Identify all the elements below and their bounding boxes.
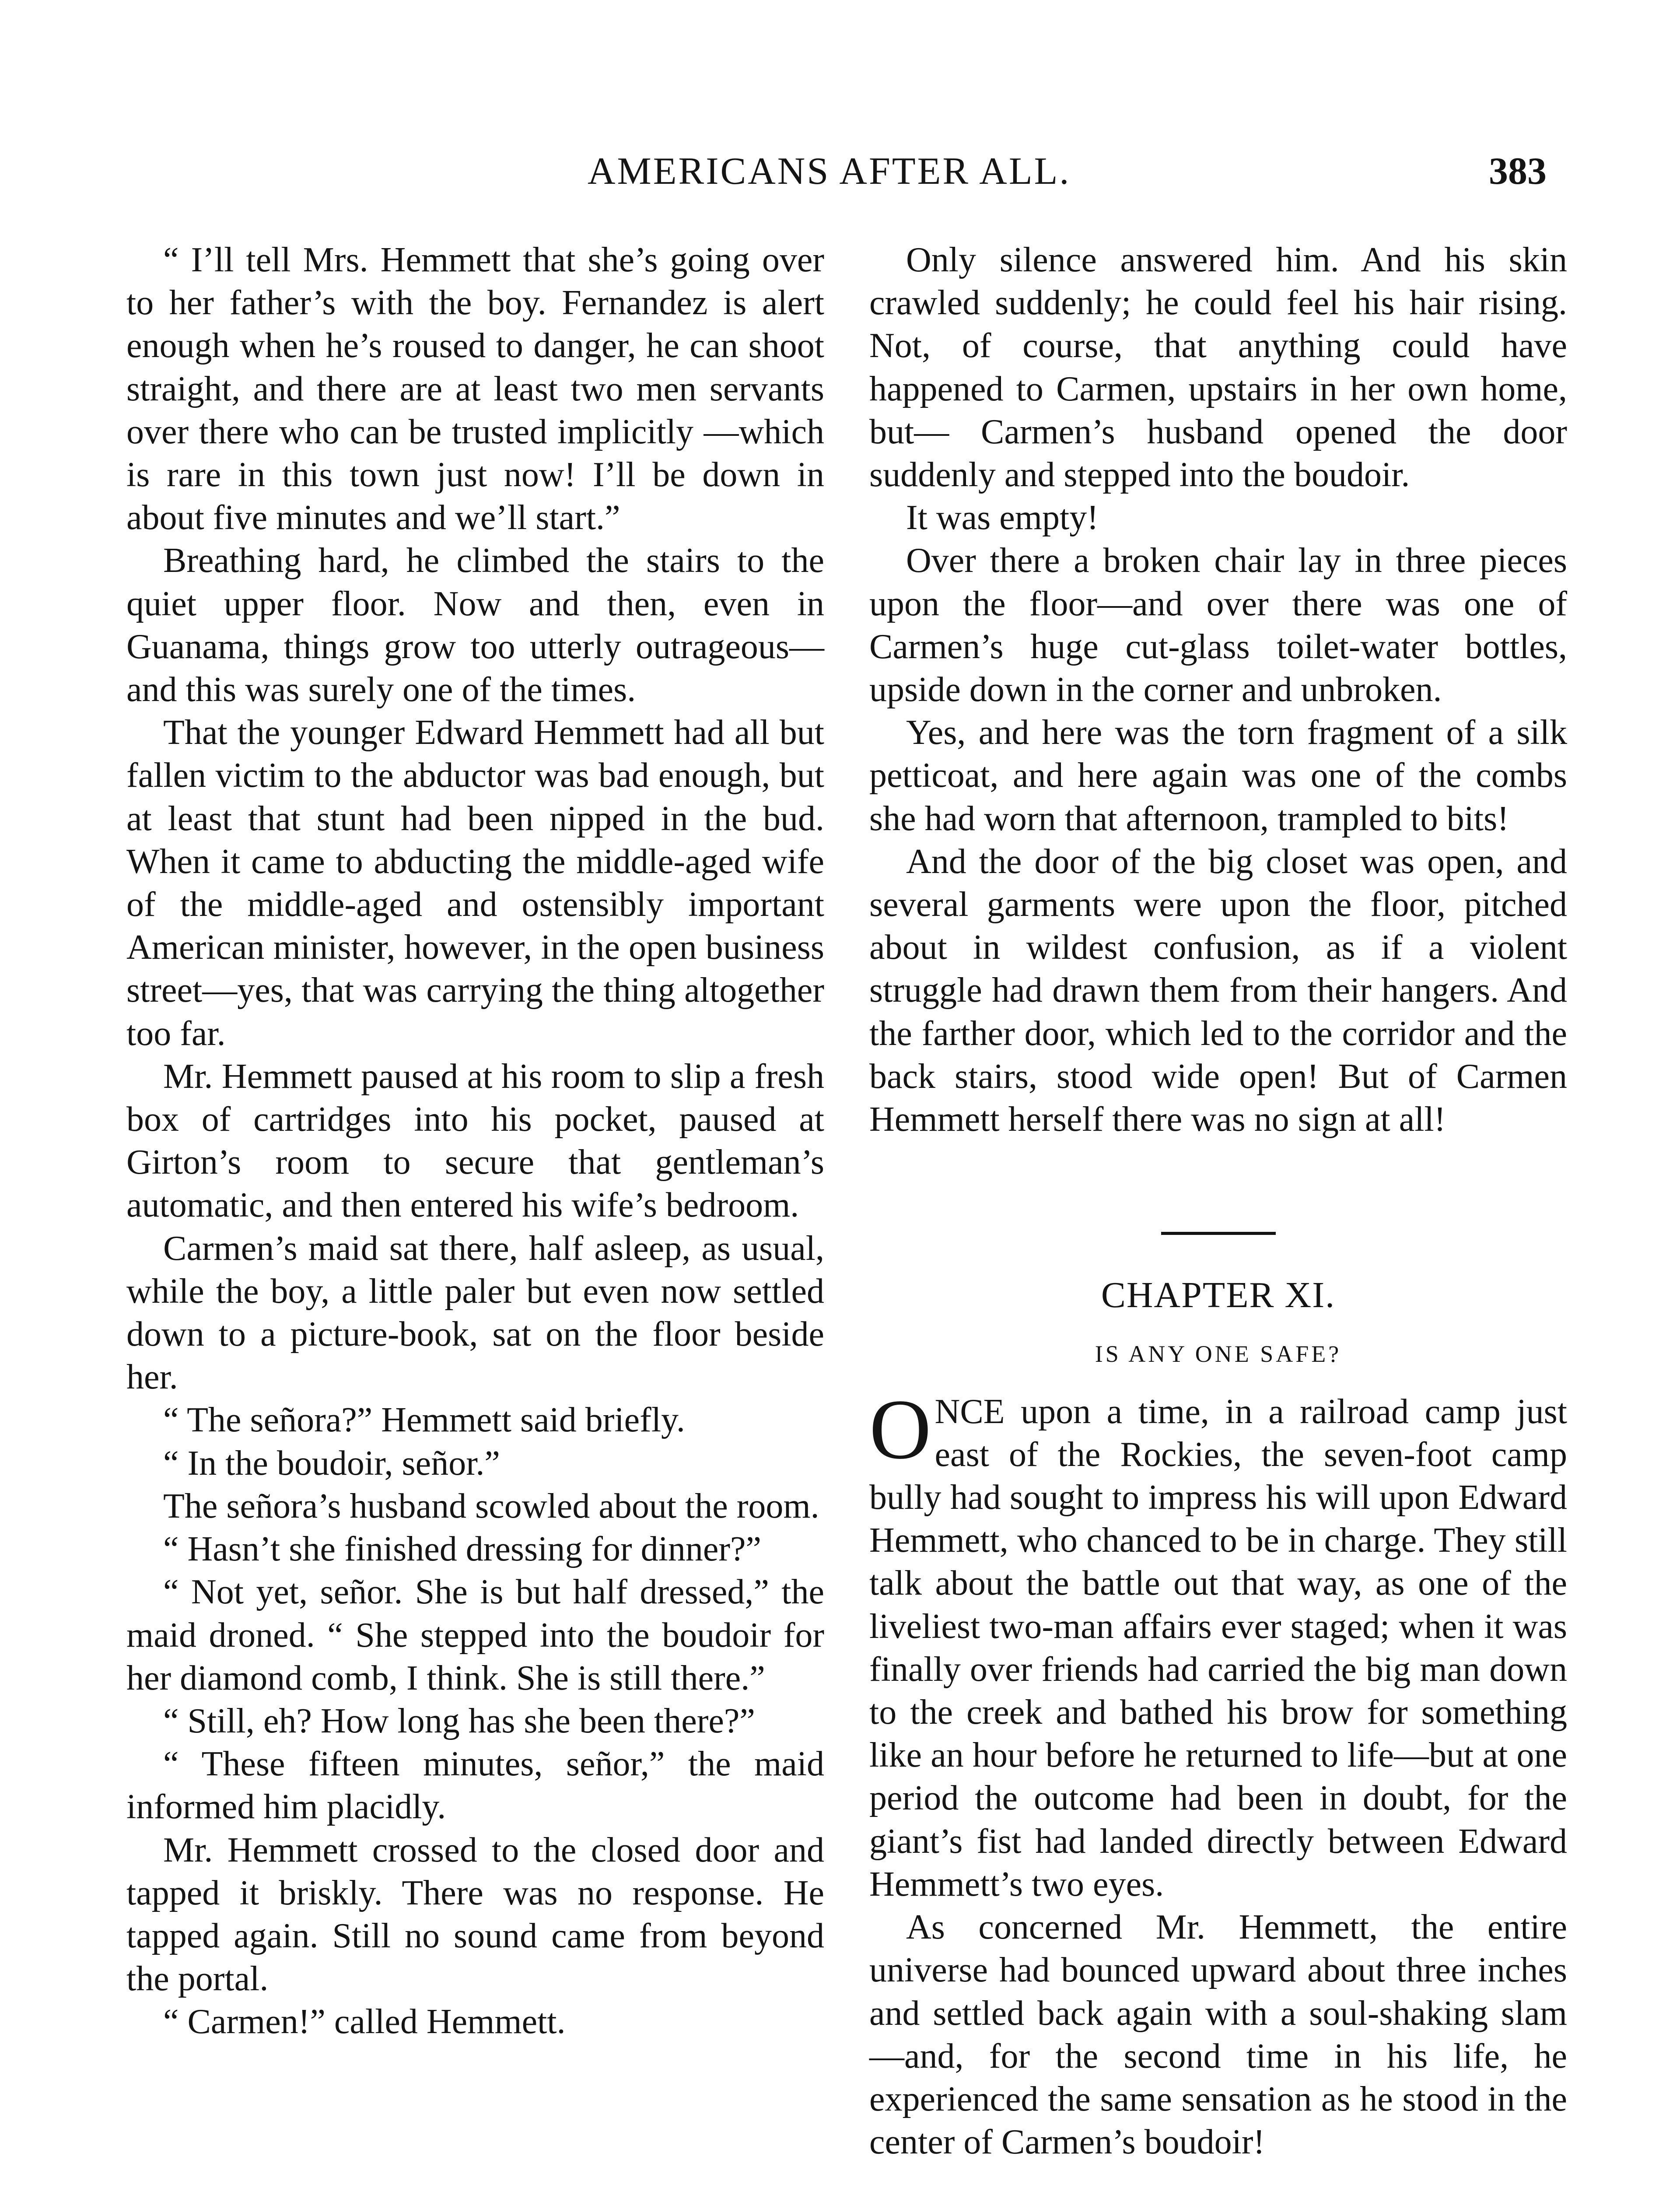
chapter-opening-paragraph [869, 1382, 1567, 1906]
left-column [126, 238, 824, 2044]
paragraph: “ The señora?” Hemmett said briefly. [163, 1401, 685, 1440]
chapter-title: CHAPTER XI. [1101, 1275, 1336, 1316]
paragraph: And the door of the big closet was open, and several garments were upon the floor, pitched about in wildest confusion, as if a violent struggle had drawn them from their hangers. And the farther door, which led to the corridor and the back stairs, stood wide open! But of Carmen Hemmett herself there was no sign at all! [869, 842, 1567, 1139]
paragraph: “ In the boudoir, señor.” [163, 1444, 500, 1483]
paragraph: Over there a broken chair lay in three pieces upon the floor—and over there was one of Carmen’s huge cut-glass toilet-water bottles, upside down in the corner and unbroken. [869, 541, 1567, 709]
running-head: AMERICANS AFTER ALL. [588, 150, 1071, 193]
paragraph: “ Still, eh? How long has she been there?” [163, 1701, 755, 1740]
paragraph: “ Hasn’t she finished dressing for dinner?” [163, 1530, 762, 1569]
paragraph: The señora’s husband scowled about the room. [163, 1487, 819, 1525]
chapter-subtitle: IS ANY ONE SAFE? [1095, 1340, 1342, 1367]
paragraph: It was empty! [906, 498, 1099, 537]
paragraph: “ Not yet, señor. She is but half dressed,” the maid droned. “ She stepped into the boudoir for her diamond comb, I think. She is still there.” [126, 1573, 824, 1697]
paragraph: Only silence answered him. And his skin crawled suddenly; he could feel his hair rising. Not, of course, that anything could have happened to Carmen, upstairs in her own home, but— Carmen’s husband opened the door suddenly and stepped into the boudoir. [869, 241, 1567, 494]
paragraph: “ Carmen!” called Hemmett. [163, 2002, 566, 2041]
paragraph: Mr. Hemmett paused at his room to slip a fresh box of cartridges into his pocket, paused at Girton’s room to secure that gentleman’s automatic, and then entered his wife’s bedroom. [126, 1057, 824, 1225]
paragraph: Carmen’s maid sat there, half asleep, as usual, while the boy, a little paler but even now settled down to a picture-book, sat on the floor beside her. [126, 1229, 824, 1397]
paragraph: Breathing hard, he climbed the stairs to the quiet upper floor. Now and then, even in Guanama, things grow too utterly outrageous—and this was surely one of the times. [126, 541, 824, 709]
paragraph: Mr. Hemmett crossed to the closed door and tapped it briskly. There was no response. He tapped again. Still no sound came from beyond the portal. [126, 1830, 824, 1999]
paragraph: That the younger Edward Hemmett had all but fallen victim to the abductor was bad enough, but at least that stunt had been nipped in the bud. When it came to abducting the middle-aged wife of the middle-aged and ostensibly important American minister, however, in the open business street—yes, that was carrying the thing altogether too far. [126, 713, 824, 1053]
section-divider [1161, 1232, 1276, 1235]
paragraph: Yes, and here was the torn fragment of a silk petticoat, and here again was one of the combs she had worn that afternoon, trampled to bits! [869, 713, 1567, 838]
drop-cap: O [869, 1382, 931, 1477]
opening-text: NCE upon a time, in a railroad camp just east of the Rockies, the seven-foot camp bully had sought to impress his will upon Edward Hemmett, who chanced to be in charge. They still talk about the battle out that way, as one of the liveliest two-man affairs ever staged; when it was finally over friends had carried the big man down to the creek and bathed his brow for something like an hour before he returned to life—but at one period the outcome had been in doubt, for the giant’s fist had landed directly between Edward Hemmett’s two eyes. [869, 1392, 1567, 1904]
paragraph: “ I’ll tell Mrs. Hemmett that she’s going over to her father’s with the boy. Fernandez is alert enough when he’s roused to danger, he can shoot straight, and there are at least two men servants over there who can be trusted implicitly —which is rare in this town just now! I’ll be down in about five minutes and we’ll start.” [126, 241, 824, 537]
paragraph: “ These fifteen minutes, señor,” the maid informed him placidly. [126, 1745, 824, 1827]
paragraph: As concerned Mr. Hemmett, the entire universe had bounced upward about three inches and settled back again with a soul-shaking slam—and, for the second time in his life, he experienced the same sensation as he stood in the center of Carmen’s boudoir! [869, 1908, 1567, 2162]
right-column [869, 238, 1567, 2163]
page-number: 383 [1489, 150, 1547, 193]
